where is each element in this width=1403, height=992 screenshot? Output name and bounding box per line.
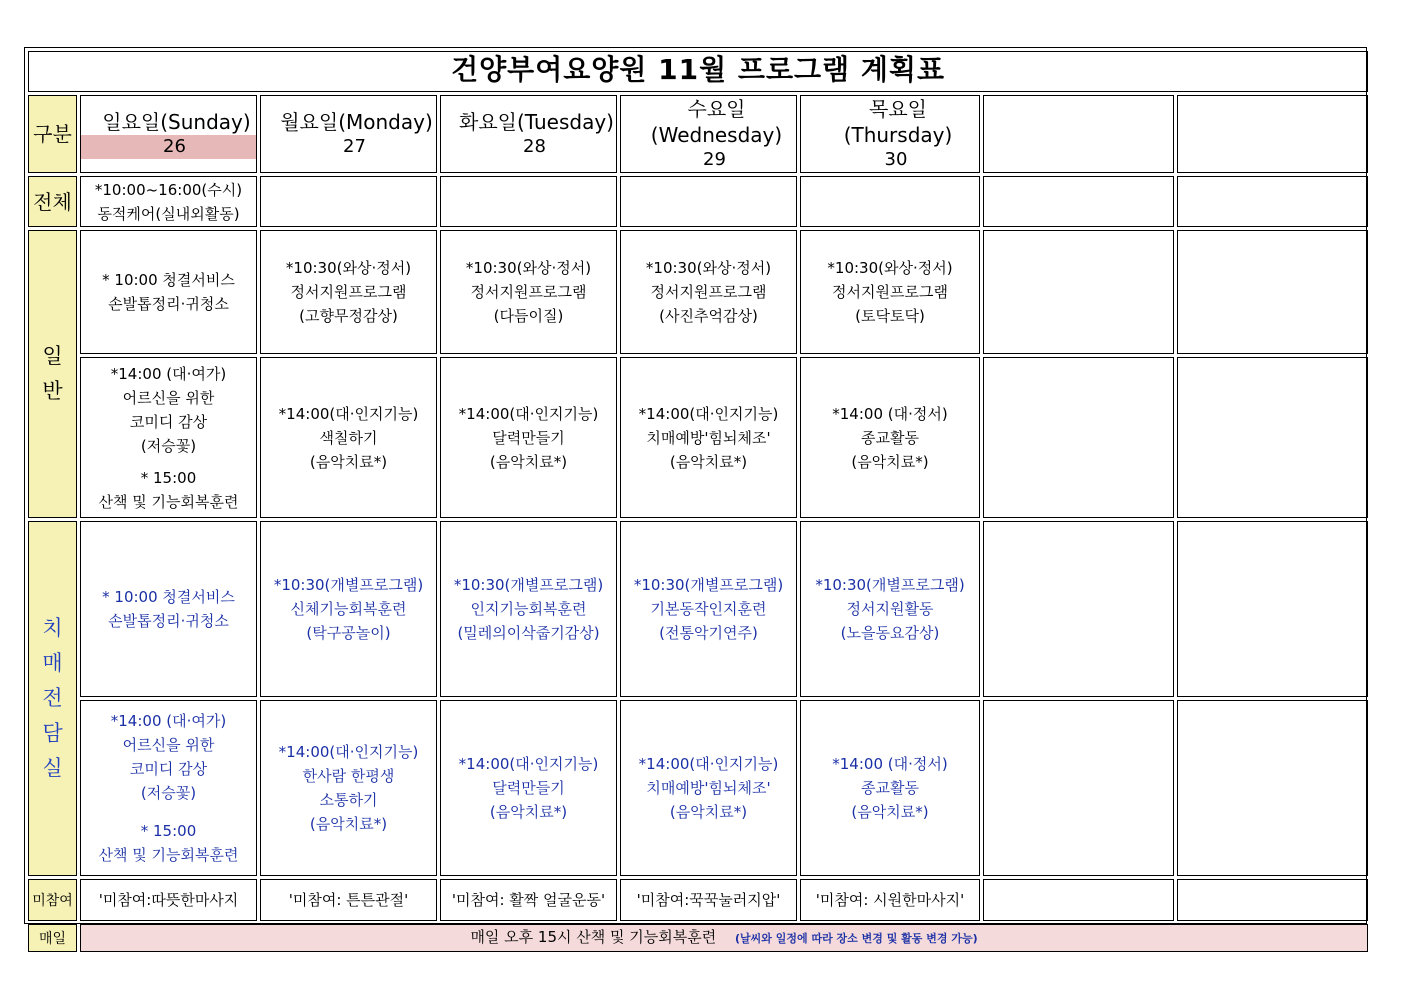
row-label-all [28, 176, 77, 227]
row-label-vertical [29, 611, 76, 786]
row-label-text: 전체 [33, 189, 72, 214]
cell-line: (탁구공놀이) [306, 624, 391, 642]
cell-line: * 15:00 [140, 468, 197, 487]
general-pm-monday [260, 357, 437, 518]
cell-line: 기본동작인지훈련 [650, 600, 767, 618]
cell-line: *10:30(개별프로그램) [453, 576, 604, 594]
cell-line: *10:30(개별프로그램) [273, 576, 424, 594]
label-char: 치 [42, 616, 63, 640]
row-label-vertical [29, 339, 76, 409]
general-pm-thursday [800, 357, 980, 518]
cell-line: *14:00(대·인지기능) [638, 755, 779, 773]
cell-line: 산책 및 기능회복훈련 [98, 846, 239, 864]
dementia-pm-monday [260, 700, 437, 876]
cell-line: *14:00 (대·정서) [832, 404, 948, 423]
cell-line: 정서지원프로그램 [832, 283, 948, 301]
day-name: 화요일(Tuesday) [459, 110, 614, 134]
day-header-monday [260, 95, 437, 173]
label-char: 반 [42, 379, 63, 403]
cell-line: *14:00 (대·정서) [832, 755, 948, 773]
cell-line: 어르신을 위한 [122, 736, 215, 754]
row-label-daily [28, 924, 77, 952]
row-label-absent [28, 879, 77, 921]
label-char: 일 [42, 344, 63, 368]
cell-line: *10:30(와상·정서) [465, 259, 592, 277]
cell-line: (전통악기연주) [659, 624, 758, 642]
label-char: 매 [42, 651, 63, 675]
absent-monday: '미참여: 튼튼관절' [260, 879, 437, 921]
general-am-tuesday [440, 230, 617, 354]
cell-line: 코미디 감상 [129, 760, 208, 778]
schedule-table [25, 48, 1371, 955]
cell-line: 치매예방'힘뇌체조' [646, 779, 771, 797]
schedule-sheet [24, 47, 1367, 947]
cell-line: 소통하기 [319, 791, 378, 809]
empty-cell [983, 230, 1174, 354]
general-pm-tuesday [440, 357, 617, 518]
label-char: 전 [42, 686, 63, 710]
daily-text: 매일 오후 15시 산책 및 기능회복훈련 [470, 928, 717, 946]
cell-line: 한사람 한평생 [302, 767, 395, 785]
empty-cell [1177, 879, 1368, 921]
cell-line: * 15:00 [140, 822, 197, 840]
dementia-am-sunday [80, 521, 257, 697]
cell-line: (저승꽃) [140, 784, 197, 802]
empty-cell [1177, 521, 1368, 697]
day-header-sunday [80, 95, 257, 173]
cell-line: *14:00(대·인지기능) [458, 404, 599, 423]
dementia-am-monday [260, 521, 437, 697]
absent-sunday: '미참여:따뜻한마사지 [80, 879, 257, 921]
cell-line: 달력만들기 [492, 428, 565, 447]
empty-cell [983, 521, 1174, 697]
cell-line: *14:00(대·인지기능) [638, 404, 779, 423]
row-label-text: 미참여 [32, 892, 73, 909]
cell-line: (음악치료*) [669, 803, 748, 821]
cell-line: 손발톱정리·귀청소 [108, 612, 229, 630]
header-label-cell [28, 95, 77, 173]
cell-line: 코미디 감상 [129, 412, 208, 431]
cell-line: 인지기능회복훈련 [470, 600, 587, 618]
empty-cell [800, 176, 980, 227]
spacer [81, 458, 256, 466]
dementia-pm-sunday [80, 700, 257, 876]
cell-line: 동적케어(실내외활동) [97, 204, 240, 223]
day-name: 월요일(Monday) [280, 110, 433, 134]
dementia-am-tuesday [440, 521, 617, 697]
empty-cell [983, 357, 1174, 518]
daily-note-cell [80, 924, 1368, 952]
cell-line: * 10:00 청결서비스 [102, 588, 235, 606]
cell-line: *14:00 (대·여가) [110, 364, 227, 383]
empty-cell [1177, 700, 1368, 876]
empty-cell [983, 879, 1174, 921]
empty-cell [260, 176, 437, 227]
empty-cell [620, 176, 797, 227]
dementia-pm-thursday [800, 700, 980, 876]
cell-line: *10:30(개별프로그램) [633, 576, 784, 594]
cell-line: * 10:00 청결서비스 [102, 271, 235, 289]
cell-line: *14:00(대·인지기능) [278, 743, 419, 761]
cell-line: *14:00(대·인지기능) [278, 404, 419, 423]
day-header-tuesday [440, 95, 617, 173]
cell-line: *10:30(개별프로그램) [815, 576, 965, 594]
cell-line: (다듬이질) [493, 307, 564, 325]
dementia-am-wednesday [620, 521, 797, 697]
empty-cell [440, 176, 617, 227]
cell-line: 산책 및 기능회복훈련 [98, 492, 239, 511]
general-am-monday [260, 230, 437, 354]
day-date: 27 [343, 136, 366, 157]
all-sunday-cell [80, 176, 257, 227]
empty-cell [1177, 230, 1368, 354]
cell-line: *10:30(와상·정서) [645, 259, 772, 277]
day-date: 28 [523, 136, 546, 157]
general-am-wednesday [620, 230, 797, 354]
cell-line: 종교활동 [861, 779, 919, 797]
cell-line: 정서지원프로그램 [470, 283, 587, 301]
general-am-sunday [80, 230, 257, 354]
general-am-thursday [800, 230, 980, 354]
empty-cell [1177, 95, 1368, 173]
day-header-thursday [800, 95, 980, 173]
cell-line: 색칠하기 [319, 428, 378, 447]
dementia-pm-tuesday [440, 700, 617, 876]
day-date: 29 [703, 149, 726, 170]
cell-line: 치매예방'힘뇌체조' [646, 428, 771, 447]
cell-line: (음악치료*) [669, 452, 748, 471]
dementia-pm-wednesday [620, 700, 797, 876]
empty-cell [983, 95, 1174, 173]
cell-line: (밀레의이삭줍기감상) [457, 624, 600, 642]
label-char: 실 [42, 756, 63, 780]
cell-line: (음악치료*) [851, 452, 929, 471]
cell-line: (저승꽃) [140, 436, 197, 455]
cell-line: (음악치료*) [309, 815, 388, 833]
day-name: 목요일(Thursday) [843, 97, 953, 147]
cell-line: 손발톱정리·귀청소 [108, 295, 229, 313]
empty-cell [1177, 176, 1368, 227]
cell-line: (사진추억감상) [659, 307, 758, 325]
cell-line: *10:00~16:00(수시) [94, 180, 243, 199]
cell-line: (노을동요감상) [840, 624, 940, 642]
cell-line: (음악치료*) [851, 803, 929, 821]
cell-line: (음악치료*) [309, 452, 388, 471]
absent-thursday: '미참여: 시원한마사지' [800, 879, 980, 921]
day-header-wednesday [620, 95, 797, 173]
page-title: 건양부여요양원 11월 프로그램 계획표 [451, 52, 945, 86]
general-pm-wednesday [620, 357, 797, 518]
day-date: 26 [81, 135, 256, 159]
day-name: 일요일(Sunday) [102, 110, 251, 134]
daily-footnote: (날씨와 일정에 따라 장소 변경 및 활동 변경 가능) [735, 932, 978, 945]
absent-tuesday: '미참여: 활짝 얼굴운동' [440, 879, 617, 921]
cell-line: (토닥토닥) [855, 307, 925, 325]
dementia-am-thursday [800, 521, 980, 697]
day-date: 30 [884, 149, 908, 170]
cell-line: *14:00 (대·여가) [110, 712, 227, 730]
day-name: 수요일(Wednesday) [650, 97, 783, 147]
empty-cell [983, 700, 1174, 876]
cell-line: *10:30(와상·정서) [285, 259, 412, 277]
cell-line: 신체기능회복훈련 [290, 600, 407, 618]
cell-line: *14:00(대·인지기능) [458, 755, 599, 773]
cell-line: 어르신을 위한 [122, 388, 215, 407]
cell-line: 정서지원프로그램 [650, 283, 767, 301]
cell-line: 정서지원프로그램 [290, 283, 407, 301]
cell-line: 종교활동 [861, 428, 919, 447]
empty-cell [983, 176, 1174, 227]
empty-cell [1177, 357, 1368, 518]
absent-wednesday: '미참여:꾹꾹눌러지압' [620, 879, 797, 921]
row-label-text: 매일 [38, 930, 67, 947]
spacer [81, 805, 256, 819]
cell-line: (음악치료*) [489, 803, 568, 821]
row-label-dementia [28, 521, 77, 876]
general-pm-sunday [80, 357, 257, 518]
cell-line: (음악치료*) [489, 452, 568, 471]
cell-line: 정서지원활동 [846, 600, 934, 618]
header-label: 구분 [33, 122, 72, 146]
cell-line: *10:30(와상·정서) [827, 259, 953, 277]
label-char: 담 [42, 721, 63, 745]
row-label-general [28, 230, 77, 518]
cell-line: 달력만들기 [492, 779, 565, 797]
title-cell [28, 51, 1368, 92]
cell-line: (고향무정감상) [299, 307, 398, 325]
